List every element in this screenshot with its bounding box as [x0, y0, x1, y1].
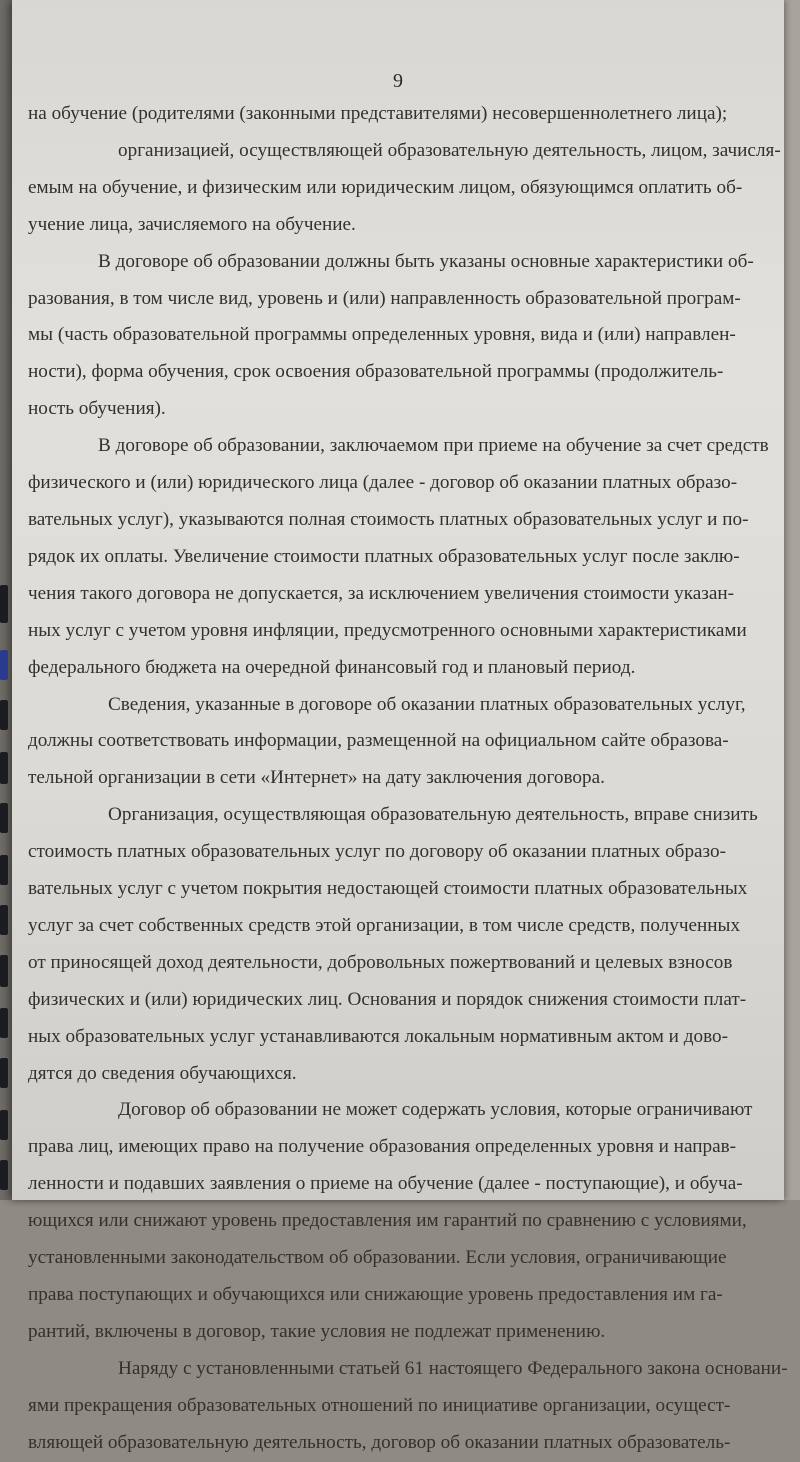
text-line: ющихся или снижают уровень предоставления им гарантий по сравнению с условиями, — [28, 1210, 747, 1232]
text-line: вательных услуг), указываются полная стоимость платных образовательных услуг и по- — [28, 508, 749, 530]
document-page — [12, 0, 788, 1453]
text-line: В договоре об образовании должны быть указаны основные характеристики об- — [98, 250, 754, 272]
text-line: федерального бюджета на очередной финансовый год и плановый период. — [28, 656, 636, 678]
text-line: Организация, осуществляющая образовательную деятельность, вправе снизить — [108, 804, 758, 826]
binding-mark — [0, 1058, 8, 1088]
text-line: Сведения, указанные в договоре об оказании платных образовательных услуг, — [108, 693, 746, 715]
binding-mark — [0, 803, 8, 833]
text-line: ности), форма обучения, срок освоения образовательной программы (продолжитель- — [28, 361, 724, 383]
text-line: права поступающих и обучающихся или снижающие уровень предоставления им га- — [28, 1284, 723, 1305]
text-line: разования, в том числе вид, уровень и (или) направленность образовательной програм- — [28, 287, 741, 309]
binding-mark — [0, 855, 8, 885]
text-line: емым на обучение, и физическим или юридическим лицом, обязующимся оплатить об- — [28, 176, 743, 198]
text-line: ных услуг с учетом уровня инфляции, предусмотренного основными характеристиками — [28, 619, 747, 641]
binding-mark — [0, 1160, 8, 1190]
text-line: рядок их оплаты. Увеличение стоимости платных образовательных услуг после заклю- — [28, 545, 740, 567]
document-body-text — [28, 96, 788, 1462]
text-line: вательных услуг с учетом покрытия недостающей стоимости платных образовательных — [28, 878, 748, 900]
text-line: установленными законодательством об образовании. Если условия, ограничивающие — [28, 1247, 727, 1269]
text-line: ями прекращения образовательных отношений по инициативе организации, осущест- — [28, 1394, 731, 1416]
text-line: организацией, осуществляющей образовательную деятельность, лицом, зачисля- — [118, 139, 781, 161]
binding-mark — [0, 700, 8, 730]
text-line: учение лица, зачисляемого на обучение. — [28, 213, 356, 235]
text-line: от приносящей доход деятельности, добровольных пожертвований и целевых взносов — [28, 951, 733, 973]
text-line: ленности и подавших заявления о приеме на обучение (далее - поступающие), и обуча- — [28, 1173, 743, 1195]
text-line: мы (часть образовательной программы определенных уровня, вида и (или) направлен- — [28, 324, 736, 346]
text-line: на обучение (родителями (законными представителями) несовершеннолетнего лица); — [28, 103, 728, 124]
binding-mark — [0, 905, 8, 935]
text-line: ность обучения). — [28, 398, 166, 420]
text-line: В договоре об образовании, заключаемом при приеме на обучение за счет средств — [98, 435, 769, 457]
text-line: чения такого договора не допускается, за исключением увеличения стоимости указан- — [28, 582, 735, 604]
text-line: вляющей образовательную деятельность, договор об оказании платных образователь- — [28, 1431, 731, 1453]
text-line: физических и (или) юридических лиц. Основания и порядок снижения стоимости плат- — [28, 988, 747, 1010]
text-line: права лиц, имеющих право на получение образования определенных уровня и направ- — [28, 1136, 737, 1158]
text-line: стоимость платных образовательных услуг по договору об оказании платных образо- — [28, 841, 727, 863]
binding-mark — [0, 650, 8, 680]
text-line: должны соответствовать информации, размещенной на официальном сайте образова- — [28, 730, 729, 752]
binding-mark — [0, 1008, 8, 1038]
text-line: Наряду с установленными статьей 61 настоящего Федерального закона основани- — [118, 1357, 788, 1379]
text-line: услуг за счет собственных средств этой организации, в том числе средств, полученных — [28, 914, 741, 936]
text-line: физического и (или) юридического лица (далее - договор об оказании платных образо- — [28, 472, 738, 494]
text-line: дятся до сведения обучающихся. — [28, 1062, 297, 1084]
page-number: 9 — [393, 70, 403, 92]
binding-mark — [0, 1110, 8, 1140]
text-line: ных образовательных услуг устанавливаются локальным нормативным актом и дово- — [28, 1025, 729, 1047]
text-line: Договор об образовании не может содержать условия, которые ограничивают — [118, 1099, 753, 1121]
binding-mark — [0, 752, 8, 784]
binding-mark — [0, 585, 8, 623]
text-line: тельной организации в сети «Интернет» на дату заключения договора. — [28, 767, 605, 789]
text-line: рантий, включены в договор, такие условия не подлежат применению. — [28, 1320, 606, 1342]
binding-mark — [0, 955, 8, 987]
